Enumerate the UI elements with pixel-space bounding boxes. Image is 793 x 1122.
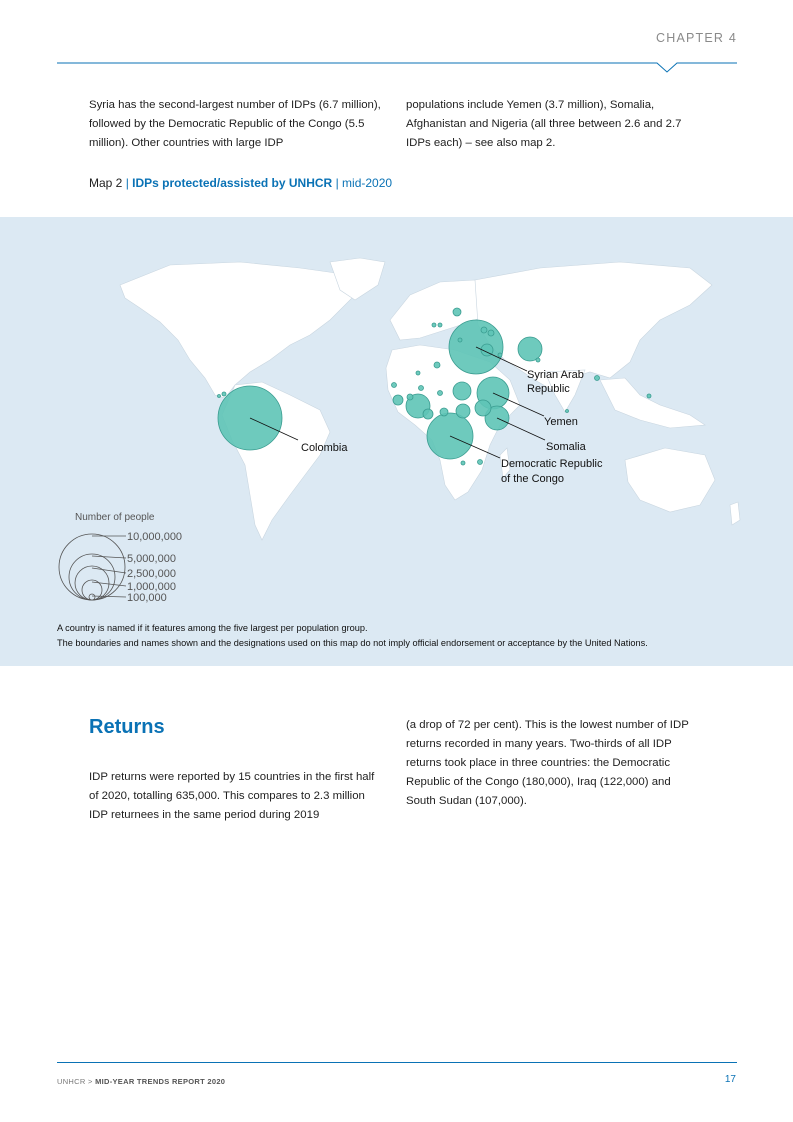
asia-land bbox=[475, 262, 712, 390]
map-panel bbox=[0, 217, 793, 666]
north-america-land bbox=[120, 262, 360, 398]
bubble-bosnia bbox=[432, 323, 436, 327]
map-note-2: The boundaries and names shown and the designations used on this map do not imply official endorsement or acceptance by the United Nations. bbox=[57, 638, 648, 648]
bubble-mali bbox=[393, 395, 403, 405]
world-map bbox=[0, 217, 793, 666]
label-syria-2: Republic bbox=[527, 383, 570, 395]
bubble-myanmar bbox=[595, 376, 600, 381]
footer-rule bbox=[57, 1062, 737, 1063]
bubble-haiti bbox=[222, 392, 226, 396]
label-colombia: Colombia bbox=[301, 442, 348, 454]
bubble-pakistan bbox=[536, 358, 540, 362]
label-somalia: Somalia bbox=[546, 441, 586, 453]
legend-item-1m: 1,000,000 bbox=[127, 581, 176, 593]
bubble-azerbaijan bbox=[488, 330, 494, 336]
legend-item-100k: 100,000 bbox=[127, 592, 167, 604]
bubble-afghanistan bbox=[518, 337, 542, 361]
map-caption-separator-2: | bbox=[335, 176, 339, 190]
bubble-niger bbox=[419, 386, 424, 391]
legend-circle-10m bbox=[59, 534, 125, 600]
returns-text-col2: (a drop of 72 per cent). This is the lowest number of IDP returns recorded in many years. Two-thirds of all IDP returns took place in three countries: the Democratic Republic of the Congo (180,000), Iraq (122,000) and South Sudan (107,000). bbox=[406, 719, 689, 807]
bubble-cameroon bbox=[423, 409, 433, 419]
label-drc-2: of the Congo bbox=[501, 473, 564, 485]
footer-report-title bbox=[57, 1077, 225, 1086]
bubble-car bbox=[440, 408, 448, 416]
new-zealand-land bbox=[730, 502, 740, 525]
size-legend bbox=[59, 512, 182, 604]
bubble-algeria bbox=[416, 371, 420, 375]
southeast-asia-land bbox=[600, 378, 705, 428]
bubble-western-sahara bbox=[392, 383, 397, 388]
legend-item-5m: 5,000,000 bbox=[127, 553, 176, 565]
footer-org: UNHCR bbox=[57, 1077, 86, 1086]
map-caption-date: mid-2020 bbox=[342, 176, 393, 190]
bubble-sudan bbox=[453, 382, 471, 400]
intro-text-col1: Syria has the second-largest number of IDPs (6.7 million), followed by the Democratic Republic of the Congo (5.5 million). Other countries with large IDP bbox=[89, 99, 381, 149]
bubble-iran bbox=[498, 353, 502, 357]
label-yemen: Yemen bbox=[544, 416, 578, 428]
legend-item-10m: 10,000,000 bbox=[127, 531, 183, 543]
bubble-sri-lanka bbox=[566, 410, 569, 413]
map-caption-title: IDPs protected/assisted by UNHCR bbox=[132, 176, 333, 190]
bubble-ukraine bbox=[453, 308, 461, 316]
bubble-south-sudan bbox=[456, 404, 470, 418]
footer-report: MID-YEAR TRENDS REPORT 2020 bbox=[95, 1077, 226, 1086]
intro-text-col2: populations include Yemen (3.7 million), Somalia, Afghanistan and Nigeria (all three between 2.6 and 2.7 IDPs each) – see also map 2. bbox=[406, 99, 682, 149]
label-drc-1: Democratic Republic bbox=[501, 458, 603, 470]
map-note-1: A country is named if it features among the five largest per population group. bbox=[57, 623, 368, 633]
chapter-label: CHAPTER 4 bbox=[656, 31, 737, 45]
header-rule bbox=[57, 62, 737, 74]
bubble-philippines bbox=[647, 394, 651, 398]
australia-land bbox=[625, 448, 715, 512]
bubble-serbia bbox=[438, 323, 442, 327]
legend-title: Number of people bbox=[75, 512, 155, 523]
bubble-mozambique bbox=[461, 461, 465, 465]
legend-item-2-5m: 2,500,000 bbox=[127, 568, 176, 580]
footer-arrow: > bbox=[87, 1077, 93, 1086]
bubble-ethiopia bbox=[475, 400, 491, 416]
bubble-georgia bbox=[481, 327, 487, 333]
legend-circle-100k bbox=[89, 594, 95, 600]
label-syria-1: Syrian Arab bbox=[527, 369, 584, 381]
leader-somalia bbox=[497, 418, 545, 440]
returns-heading: Returns bbox=[89, 716, 165, 738]
bubble-el-salvador bbox=[218, 395, 221, 398]
page-number: 17 bbox=[724, 1074, 736, 1085]
returns-text-col1: IDP returns were reported by 15 countries in the first half of 2020, totalling 635,000. This compares to 2.3 million IDP returnees in the same period during 2019 bbox=[89, 771, 375, 821]
bubble-burkina-faso bbox=[407, 394, 413, 400]
bubble-chad bbox=[438, 391, 443, 396]
bubble-libya bbox=[434, 362, 440, 368]
map-caption-separator: | bbox=[125, 176, 129, 190]
land-masses bbox=[120, 258, 740, 540]
bubble-kenya bbox=[478, 460, 483, 465]
map-caption-prefix: Map 2 bbox=[89, 176, 123, 190]
map-caption bbox=[89, 176, 392, 190]
bubble-cyprus bbox=[458, 338, 462, 342]
